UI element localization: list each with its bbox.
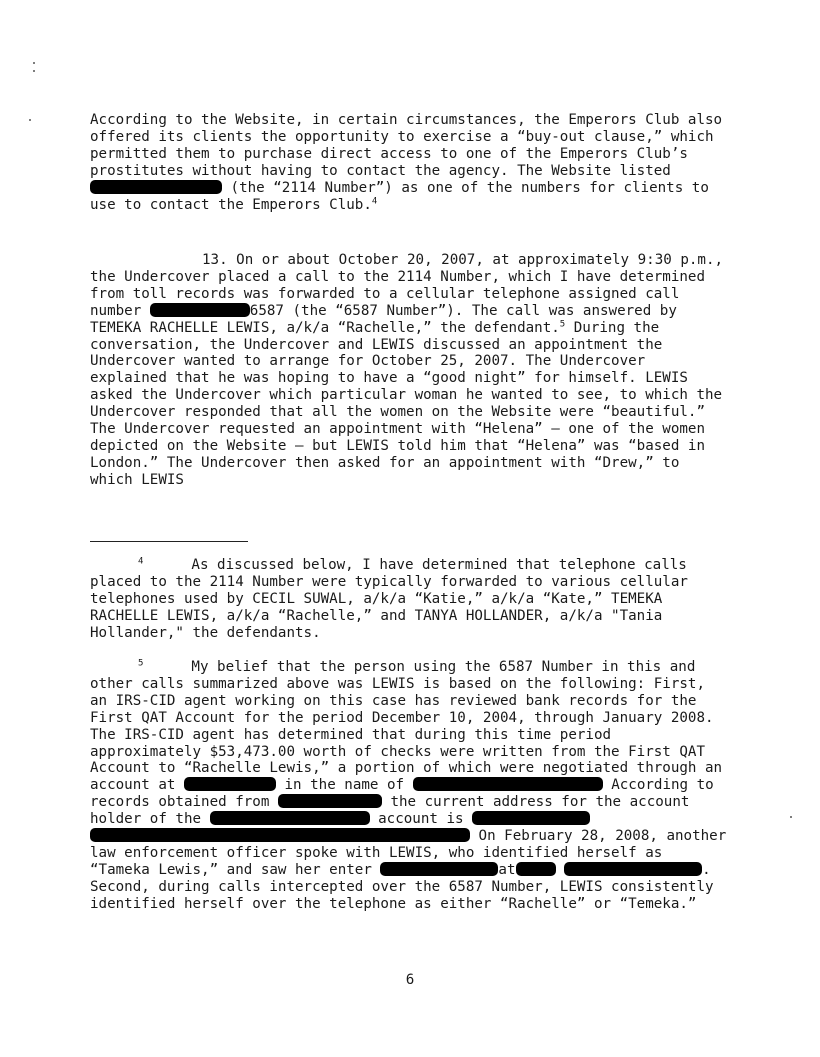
footnote-5 (90, 659, 730, 913)
footnote-text: . Second, during calls intercepted over the 6587 Number, LEWIS consistently identified herself over the telephone as either “Rachelle” or “Temeka.” (90, 861, 714, 912)
redaction-box (472, 811, 590, 825)
footnote-text: account is (378, 811, 464, 828)
footnote-text: in the name of (284, 777, 405, 794)
footnote-text: at (498, 861, 516, 878)
redaction-box (564, 862, 702, 876)
paragraph-text: According to the Website, in certain circumstances, the Emperors Club also offered its clients the opportunity to exercise a “buy-out clause,” which permitted them to purchase direct access to one of the Emperors Club’s prostitutes without having to contact the agency. The Website listed (90, 112, 723, 179)
footnote-text: My belief that the person using the 6587 Number in this and other calls summarized above was LEWIS is based on the following: First, an IRS-CID agent working on this case has reviewed bank records for the First QAT Account for the period December 10, 2004, through January 2008. The IRS-CID agent has determined that during this time period approximately $53,473.00 worth of checks were written from the First QAT Account to “Rachelle Lewis,” a portion of which were negotiated through an account at (90, 659, 723, 794)
redaction-box (150, 303, 250, 317)
footnote-text: As discussed below, I have determined that telephone calls placed to the 2114 Number were typically forwarded to various cellular telephones used by CECIL SUWAL, a/k/a “Katie,” a/k/a “Kate,” TEMEKA RACHELLE LEWIS, a/k/a “Rachelle,” and TANYA HOLLANDER, a/k/a "Tania Hollander," the defendants. (90, 557, 688, 641)
paragraph-13 (90, 252, 730, 489)
paragraph-text: During the conversation, the Undercover and LEWIS discussed an appointment the Undercover wanted to arrange for October 25, 2007. The Undercover explained that he was hoping to have a “good night” for himself. LEWIS asked the Undercover which particular woman he wanted to see, to which the Undercover responded that all the women on the Website were “beautiful.” The Undercover requested an appointment with “Helena” – one of the women depicted on the Website – but LEWIS told him that “Helena” was “based in London.” The Undercover then asked for an appointment with “Drew,” to which LEWIS (90, 319, 723, 488)
scan-speck (33, 62, 35, 64)
paragraph-text: 6587 (the “6587 Number”). The call was answered by TEMEKA RACHELLE LEWIS, a/k/a “Rachelle,” the defendant. (90, 302, 677, 336)
footnote-number: 5 (138, 658, 144, 669)
footnote-separator (90, 541, 248, 542)
redaction-box (278, 794, 382, 808)
paragraph-text: (the “2114 Number”) as one of the numbers for clients to use to contact the Emperors Club. (90, 179, 709, 213)
scan-speck (29, 119, 31, 121)
scan-speck (33, 70, 35, 72)
paragraph-text: 13. On or about October 20, 2007, at approximately 9:30 p.m., the Undercover placed a call to the 2114 Number, which I have determined from toll records was forwarded to a cellular telephone assigned call number (90, 252, 724, 319)
paragraph-buyout-clause (90, 112, 730, 213)
redaction-box (184, 777, 276, 791)
redaction-box (413, 777, 603, 791)
footnote-ref: 4 (371, 195, 378, 206)
footnote-4 (90, 557, 730, 642)
page-number: 6 (405, 972, 415, 988)
redaction-box (210, 811, 370, 825)
scan-speck (790, 816, 792, 818)
redaction-box (516, 862, 556, 876)
redaction-box (380, 862, 498, 876)
footnote-text: On February 28, 2008, another law enforcement officer spoke with LEWIS, who identified herself as “Tameka Lewis,” and saw her enter (90, 828, 727, 878)
redaction-box (90, 180, 222, 194)
footnote-number: 4 (138, 556, 144, 567)
footnote-text: the current address for the account holder of the (90, 794, 690, 828)
footnote-text: According to records obtained from (90, 777, 714, 811)
footnote-ref: 5 (559, 318, 566, 329)
redaction-box (90, 828, 470, 842)
